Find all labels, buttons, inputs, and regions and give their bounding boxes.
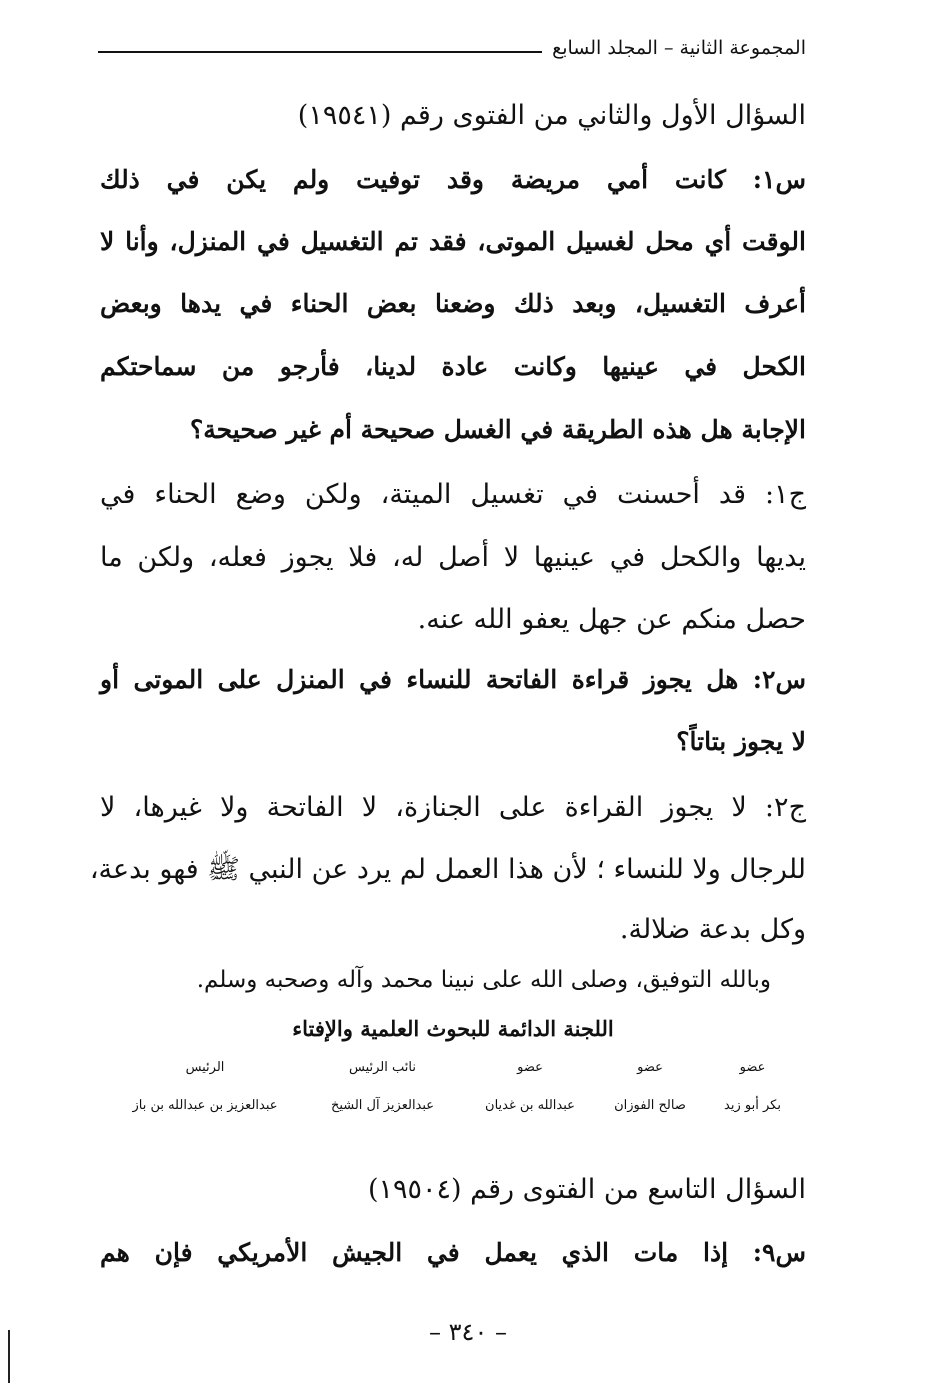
signatory-name-3: عبدالله بن غديان	[485, 1098, 575, 1113]
signatory-name-5: عبدالعزيز بن عبدالله بن باز	[132, 1098, 278, 1113]
running-title: المجموعة الثانية – المجلد السابع	[552, 37, 806, 59]
committee-title: اللجنة الدائمة للبحوث العلمية والإفتاء	[292, 1016, 614, 1041]
question-2-line-2: لا يجوز بتاتاً؟	[676, 727, 806, 756]
question-1-line-4: الكحل في عينيها وكانت عادة لدينا، فأرجو من سماحتكم	[100, 352, 806, 381]
committee-roles	[110, 1060, 800, 1075]
page-number: – ٣٤٠ –	[429, 1318, 507, 1346]
answer-1-line-3: حصل منكم عن جهل يعفو الله عنه.	[417, 604, 806, 635]
answer-1-line-2: يديها والكحل في عينيها لا أصل له، فلا يجوز فعله، ولكن ما	[100, 542, 806, 573]
role-vice-president: نائب الرئيس	[349, 1060, 416, 1075]
question-1-line-2: الوقت أي محل لغسيل الموتى، فقد تم التغسيل في المنزل، وأنا لا	[100, 227, 806, 256]
running-header	[98, 28, 806, 68]
closing-formula: وبالله التوفيق، وصلى الله على نبينا محمد وآله وصحبه وسلم.	[196, 967, 771, 993]
role-president: الرئيس	[185, 1060, 225, 1075]
signatory-name-2: صالح الفوزان	[614, 1098, 686, 1113]
question-9-line-1: س٩: إذا مات الذي يعمل في الجيش الأمريكي فإن هم	[100, 1238, 806, 1267]
answer-2-line-3: وكل بدعة ضلالة.	[619, 914, 806, 945]
question-1-line-5: الإجابة هل هذه الطريقة في الغسل صحيحة أم غير صحيحة؟	[189, 415, 806, 444]
question-1-line-1: س١: كانت أمي مريضة وقد توفيت ولم يكن في ذلك	[100, 165, 806, 194]
committee-names	[110, 1098, 800, 1113]
role-member-1: عضو	[739, 1060, 766, 1075]
signatory-name-4: عبدالعزيز آل الشيخ	[330, 1098, 435, 1113]
question-2-line-1: س٢: هل يجوز قراءة الفاتحة للنساء في المنزل على الموتى أو	[100, 665, 806, 694]
section-heading-19504: السؤال التاسع من الفتوى رقم (١٩٥٠٤)	[367, 1174, 806, 1205]
answer-2-line-2: للرجال ولا للنساء ؛ لأن هذا العمل لم يرد عن النبي ﷺ فهو بدعة،	[89, 854, 806, 885]
answer-2-line-1: ج٢: لا يجوز القراءة على الجنازة، لا الفاتحة ولا غيرها، لا	[100, 792, 806, 823]
role-member-2: عضو	[637, 1060, 663, 1075]
question-1-line-3: أعرف التغسيل، وبعد ذلك وضعنا بعض الحناء في يدها وبعض	[100, 289, 806, 318]
header-rule	[98, 51, 542, 53]
section-heading-19541: السؤال الأول والثاني من الفتوى رقم (١٩٥٤١)	[297, 100, 806, 131]
signatory-name-1: بكر أبو زيد	[724, 1098, 781, 1113]
role-member-3: عضو	[517, 1060, 543, 1075]
answer-1-line-1: ج١: قد أحسنت في تغسيل الميتة، ولكن وضع الحناء في	[100, 479, 806, 510]
